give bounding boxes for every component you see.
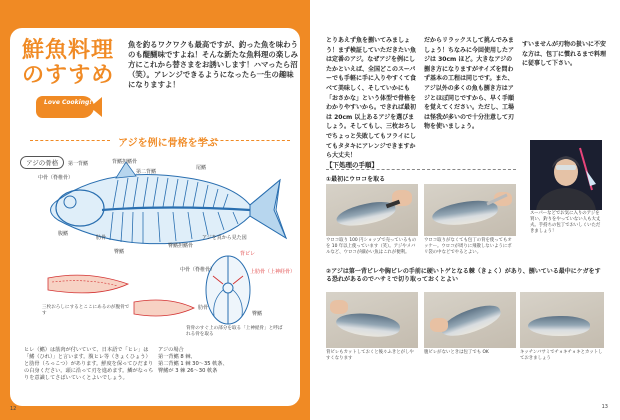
portrait-caption: スーパーなどでお気に入りのアジを買い、釣りをやっていない人も大丈夫。手持ちの包丁でおいしくいただきましょう！ — [530, 211, 601, 234]
label-rokotsu: 肋骨 — [96, 235, 107, 241]
label-danbire: 臀鰭 — [114, 249, 125, 255]
angler-portrait-photo — [530, 140, 602, 210]
page-number-right: 13 — [601, 404, 608, 410]
step-2-caption-a: 背ビレもカットしておくと後々ふきとがしやすくなります — [326, 350, 414, 361]
right-column-3: すいませんが刃物の扱いに不安な方は、包丁に慣れるまで料理に従事して下さい。 — [522, 41, 607, 68]
label-danbire-2: 臀鰭 — [252, 311, 263, 317]
step-2-caption-c: キッチンバサミでチョキチョキとカットしておきましょう — [520, 350, 603, 361]
page-title — [22, 38, 114, 88]
step-1-caption-b: ウロコ取りがなくても包丁の背を使ってもオッケー。ウロコが周りに飛散しないようにポリ袋の中などでやるとよい。 — [424, 238, 512, 255]
intro-text: 魚を釣るワクワクも最高ですが、釣った魚を味わうのも醍醐味ですよね！そんな新たな魚料理の楽しみ方にこれから替さまをお誘いします！ハマったら沼（笑）。アレンジできるようになったら一生の趣味になりますよ！ — [128, 40, 298, 89]
right-column-1: とりあえず魚を捌いてみましょう！まず検証していただきたい魚は定番のアジ。なぜアジを例にしたかといえば、全国どこのスーパーでも手軽に手に入りやすくて食べて美味しく、そしていかにも「おさかな」という体型で骨格をわかりやすいから。できれば最初は 20cm 以上あるアジを選びましょう。そしてもし、三枚おろしでちょっと失敗してもフライにしてもタタキにアレンジできますから大丈夫！ — [326, 37, 417, 160]
steps-rule — [326, 169, 516, 170]
step-1-title: ①最初にウロコを取る — [326, 176, 386, 183]
step-2-title: ②アジは第一背ビレや胸ビレの手前に硬いトゲとなる棘（きょく）があり、捌いている最中にケガをする恐れがあるのでハサミで切り取っておくとよい — [326, 268, 601, 283]
label-shirobire-kotsu: 臀鰭担鰭骨 — [168, 243, 194, 249]
label-dai1-sebire: 第一背鰭 — [68, 161, 89, 167]
hand-image — [430, 318, 448, 332]
step-2-photo-a — [326, 292, 418, 348]
diagram-tag: アジの骨格 — [20, 156, 64, 169]
label-haibire: 腹鰭 — [58, 231, 69, 237]
badge-fish-tail — [90, 97, 102, 117]
step-1-caption-a: ウロコ取り 100 円ショップで売っているものを 10 年以上使っています（笑）。アジやメバルなど、ウロコが細かい魚はこれが便利。 — [326, 238, 417, 255]
hand-image — [330, 300, 348, 314]
caption-cross-section: 背骨のすぐ上の部分を取る「上神経骨」と呼ばれる骨を取る — [186, 326, 283, 337]
label-chukotsu: 中骨（脊椎骨） — [38, 175, 74, 181]
right-column-2: だからリラックスして挑んでみましょう！ちなみに今回使用したアジは 30cm ほど。大きなアジの捌き方になりますがサイズを問わず基本の工程は同じです。また、アジ以外の多くの魚も捌き方はアジとほぼ同じですから、早く手順を覚えてください。ただし、工場は怪我が多いので十分注意して刃物を使いましょう。 — [424, 37, 515, 131]
label-rokotsu-2: 肋骨 — [198, 305, 209, 311]
badge-label: Love Cooking! — [44, 99, 93, 106]
label-seiki-kotsu: 背鰭担鰭骨 — [112, 159, 138, 165]
label-dai2-sebire: 第二背鰭 — [136, 169, 157, 175]
title-line-1: 鮮魚料理 — [22, 38, 115, 63]
portrait-illustration — [530, 140, 602, 210]
page-number-left: 12 — [10, 406, 17, 412]
step-1-photo-b — [424, 184, 516, 236]
label-jojikotsu: 上肋骨（上神経骨） — [250, 269, 296, 275]
steps-heading: 【下処理の手順】 — [326, 161, 378, 169]
step-2-photo-c — [520, 292, 604, 348]
skeleton-diagram — [18, 150, 298, 345]
caption-fillet: 三枚おろしにするとここにあるのが腹骨です — [42, 305, 130, 316]
title-line-2: のすすめ — [22, 63, 115, 88]
section-rule-left — [30, 140, 110, 141]
label-chukotsu-2: 中骨（脊椎骨） — [180, 267, 216, 273]
section-title: アジを例に骨格を学ぶ — [118, 138, 218, 149]
label-mihiraki: アジを真から見た図 — [202, 235, 247, 241]
step-2-caption-b: 腹ビレがないときは包丁でも OK — [424, 350, 489, 355]
fish-image — [528, 316, 590, 336]
love-cooking-badge — [36, 96, 94, 118]
section-rule-right — [200, 140, 290, 141]
step-1-photo-a — [326, 184, 418, 236]
body-text-left: ヒレ（鰭）は筋肉が付いていて、日本語で「ヒレ」は「鰭（ひれ）」と言います。腹ヒレ等（きょくひょう）と肋骨（ろっこつ）があります。鮮度を保ってひだまりの白身ください。頭に沿って刃を進めます。鱗がなっちりを意識してさばいていくとよいでしょう。 — [24, 347, 154, 381]
step-2-photo-b — [424, 292, 516, 348]
body-text-fin-count: アジの場合 第一背鰭 8 棘、 第二背鰭 1 棘 30〜35 軟条、 臀鰭が 3 棘 26〜30 軟条 — [158, 347, 228, 374]
label-seibire: 背ビレ — [240, 251, 256, 257]
label-obire: 尾鰭 — [196, 165, 207, 171]
